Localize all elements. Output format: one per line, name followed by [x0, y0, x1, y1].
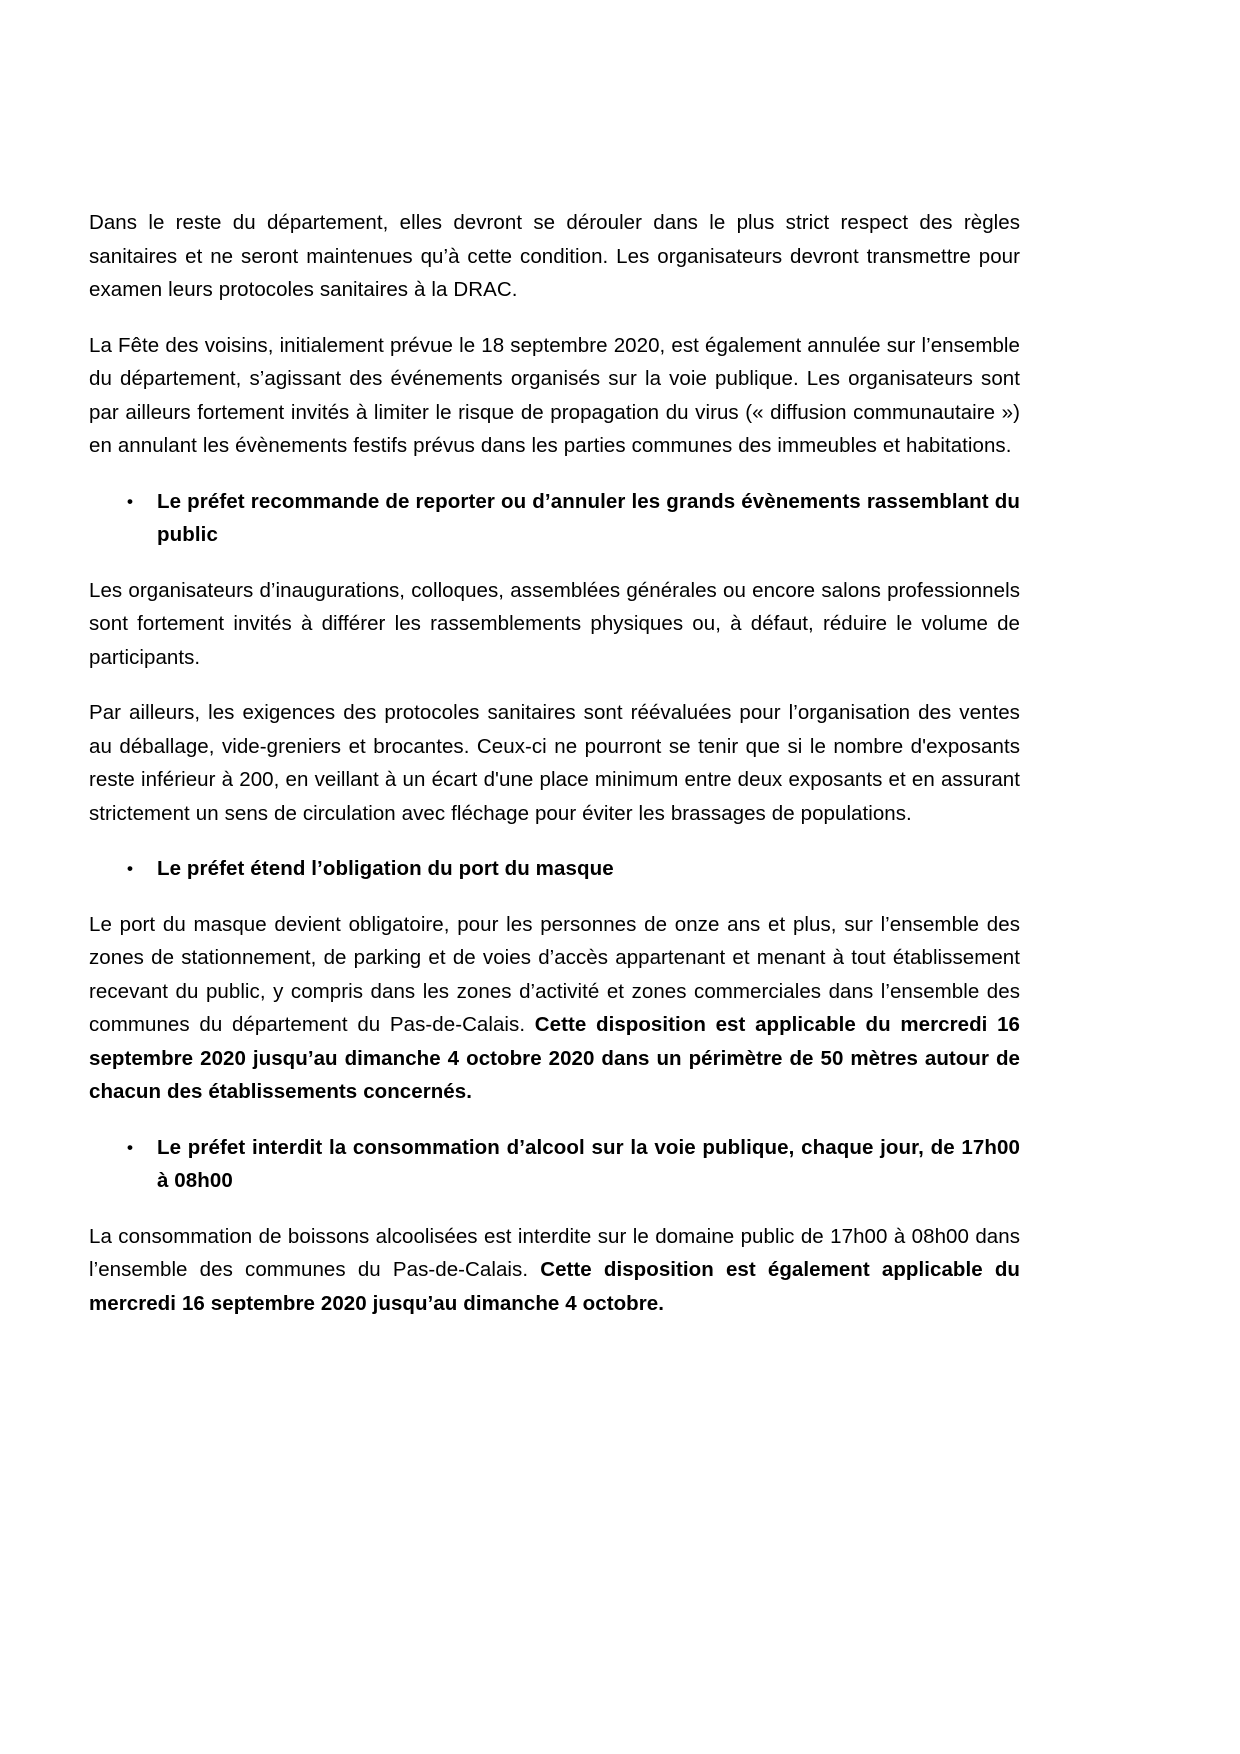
paragraph-fete-des-voisins: La Fête des voisins, initialement prévue le 18 septembre 2020, est également annulée sur l’ensemble du département, s’agissant des événements organisés sur la voie publique. Les organisateurs sont par ailleurs fortement invités à limiter le risque de propagation du virus (« diffusion communautaire ») en annulant les évènements festifs prévus dans les parties communes des immeubles et habitations. [89, 333, 1020, 457]
paragraph-consommation-alcool [89, 1220, 1020, 1321]
bullet-label: Le préfet recommande de reporter ou d’annuler les grands évènements rassemblant du public [157, 489, 1020, 546]
bullet-list-port-du-masque [89, 852, 1020, 886]
run-plain: La consommation de boissons alcoolisées est interdite sur le domaine public de 17h00 à 08h00 dans l’ensemble des communes du Pas-de-Calais. [89, 1224, 1020, 1281]
paragraph-reste-departement: Dans le reste du département, elles devront se dérouler dans le plus strict respect des règles sanitaires et ne seront maintenues qu’à cette condition. Les organisateurs devront transmettre pour examen leurs protocoles sanitaires à la DRAC. [89, 211, 1020, 301]
bullet-reporter-annuler-grands-evenements [89, 485, 1020, 552]
bullet-dot-icon: • [127, 859, 134, 878]
bullet-port-du-masque [89, 852, 1020, 886]
bullet-dot-icon: • [127, 1137, 134, 1157]
paragraph-port-du-masque [89, 908, 1020, 1109]
paragraph-ventes-deballage: Par ailleurs, les exigences des protocoles sanitaires sont réévaluées pour l’organisation des ventes au déballage, vide-greniers et brocantes. Ceux-ci ne pourront se tenir que si le nombre d'exposants reste inférieur à 200, en veillant à un écart d'une place minimum entre deux exposants et en assurant strictement un sens de circulation avec fléchage pour éviter les brassages de populations. [89, 701, 1020, 825]
bullet-list-grands-evenements [89, 485, 1020, 552]
document-body [89, 206, 1020, 1320]
bullet-list-interdiction-alcool [89, 1131, 1020, 1198]
run-bold: Cette disposition est également applicable du mercredi 16 septembre 2020 jusqu’au dimanche 4 octobre. [89, 1258, 1020, 1315]
bullet-label: Le préfet étend l’obligation du port du masque [157, 857, 614, 880]
run-bold: Cette disposition est applicable du mercredi 16 septembre 2020 jusqu’au dimanche 4 octobre 2020 dans un périmètre de 50 mètres autour de chacun des établissements concernés. [89, 1013, 1021, 1103]
paragraph-organisateurs-inaugurations: Les organisateurs d’inaugurations, colloques, assemblées générales ou encore salons professionnels sont fortement invités à différer les rassemblements physiques ou, à défaut, réduire le volume de participants. [89, 578, 1020, 669]
run-plain: Le port du masque devient obligatoire, pour les personnes de onze ans et plus, sur l’ensemble des zones de stationnement, de parking et de voies d’accès appartenant et menant à tout établissement recevant du public, y compris dans les zones d’activité et zones commerciales dans l’ensemble des communes du département du Pas-de-Calais. [89, 912, 1020, 1036]
bullet-dot-icon: • [127, 491, 134, 511]
bullet-label: Le préfet interdit la consommation d’alcool sur la voie publique, chaque jour, de 17h00 à 08h00 [157, 1135, 1020, 1192]
bullet-interdiction-alcool [89, 1131, 1020, 1198]
